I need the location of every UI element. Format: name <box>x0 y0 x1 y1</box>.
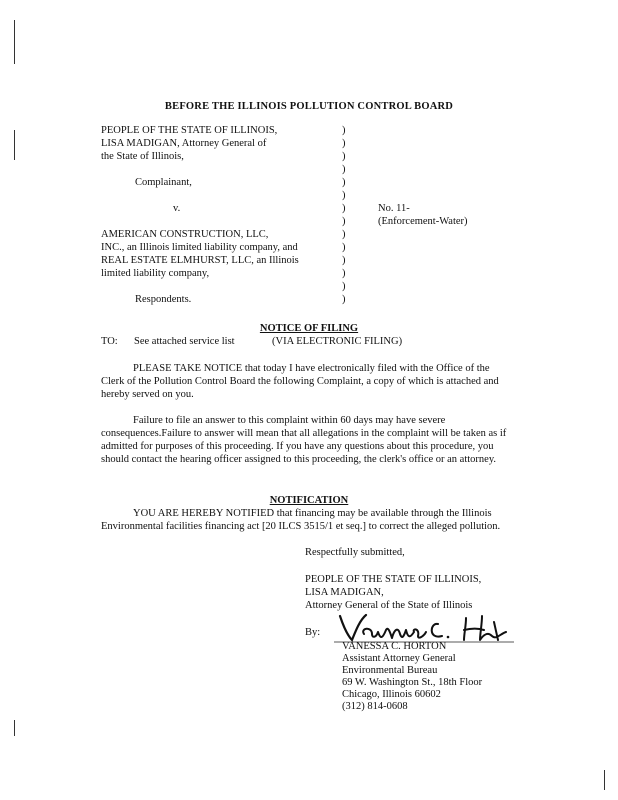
scan-artifact <box>14 130 15 160</box>
caption-line <box>101 189 341 202</box>
case-number-block <box>378 202 468 228</box>
signatory-address-2: Chicago, Illinois 60602 <box>342 689 441 700</box>
by-label: By: <box>305 627 321 638</box>
caption-line: REAL ESTATE ELMHURST, LLC, an Illinois <box>101 255 299 266</box>
signature-parties <box>305 573 481 612</box>
paren: ) <box>342 125 346 136</box>
caption-line <box>101 215 341 228</box>
notice-heading: NOTICE OF FILING <box>259 323 359 334</box>
paren: ) <box>342 281 346 292</box>
paren: ) <box>342 268 346 279</box>
respondents-label: Respondents. <box>135 294 192 305</box>
paren: ) <box>342 229 346 240</box>
caption-parens <box>342 124 352 306</box>
paren: ) <box>342 138 346 149</box>
caption-line: PEOPLE OF THE STATE OF ILLINOIS, <box>101 125 278 136</box>
party-line: LISA MADIGAN, <box>305 587 384 598</box>
caption-line: the State of Illinois, <box>101 151 184 162</box>
scan-artifact <box>604 770 605 790</box>
caption-line: limited liability company, <box>101 268 210 279</box>
signatory-address-1: 69 W. Washington St., 18th Floor <box>342 677 483 688</box>
caption-line <box>101 280 341 293</box>
paren: ) <box>342 177 346 188</box>
signatory-details <box>342 640 482 712</box>
signatory-title: Assistant Attorney General <box>342 653 456 664</box>
party-line: Attorney General of the State of Illinois <box>305 600 473 611</box>
caption-line <box>101 163 341 176</box>
caption-line: AMERICAN CONSTRUCTION, LLC, <box>101 229 269 240</box>
complainant-label: Complainant, <box>135 177 192 188</box>
case-caption <box>101 124 341 306</box>
scan-artifact <box>14 20 15 64</box>
paren: ) <box>342 255 346 266</box>
closing: Respectfully submitted, <box>305 547 405 558</box>
party-line: PEOPLE OF THE STATE OF ILLINOIS, <box>305 574 482 585</box>
notice-paragraph-2 <box>101 414 513 466</box>
notice-text: PLEASE TAKE NOTICE that today I have electronically filed with the Office of the Clerk of the Pollution Control Board the following Complaint, a copy of which is attached and hereby served on you. <box>101 363 499 400</box>
caption-line: INC., an Illinois limited liability company, and <box>101 242 298 253</box>
signatory-name: VANESSA C. HORTON <box>342 641 447 652</box>
to-method: (VIA ELECTRONIC FILING) <box>272 336 403 347</box>
paren: ) <box>342 164 346 175</box>
paren: ) <box>342 151 346 162</box>
notice-paragraph-1 <box>101 362 513 401</box>
document-title: BEFORE THE ILLINOIS POLLUTION CONTROL BOARD <box>164 101 454 112</box>
notification-heading: NOTIFICATION <box>269 495 349 506</box>
case-type: (Enforcement-Water) <box>378 216 468 227</box>
to-value: See attached service list <box>134 336 235 347</box>
to-label: TO: <box>101 336 118 347</box>
versus-label: v. <box>173 203 181 214</box>
paren: ) <box>342 242 346 253</box>
case-number: No. 11- <box>378 203 410 214</box>
signatory-phone: (312) 814-0608 <box>342 701 408 712</box>
notification-text: YOU ARE HEREBY NOTIFIED that financing may be available through the Illinois Environmental facilities financing act [20 ILCS 3515/1 et seq.] to correct the alleged pollution. <box>101 508 501 532</box>
notification-paragraph <box>101 507 513 533</box>
paren: ) <box>342 216 346 227</box>
scan-artifact <box>14 720 15 736</box>
notice-text: Failure to file an answer to this complaint within 60 days may have severe consequences.Failure to answer will mean that all allegations in the complaint will be taken as if admitted for purposes of this proceeding. If you have any questions about this procedure, you should contact the hearing officer assigned to this proceeding, the clerk's office or an attorney. <box>101 415 507 465</box>
paren: ) <box>342 190 346 201</box>
signatory-bureau: Environmental Bureau <box>342 665 438 676</box>
paren: ) <box>342 203 346 214</box>
caption-line: LISA MADIGAN, Attorney General of <box>101 138 267 149</box>
paren: ) <box>342 294 346 305</box>
